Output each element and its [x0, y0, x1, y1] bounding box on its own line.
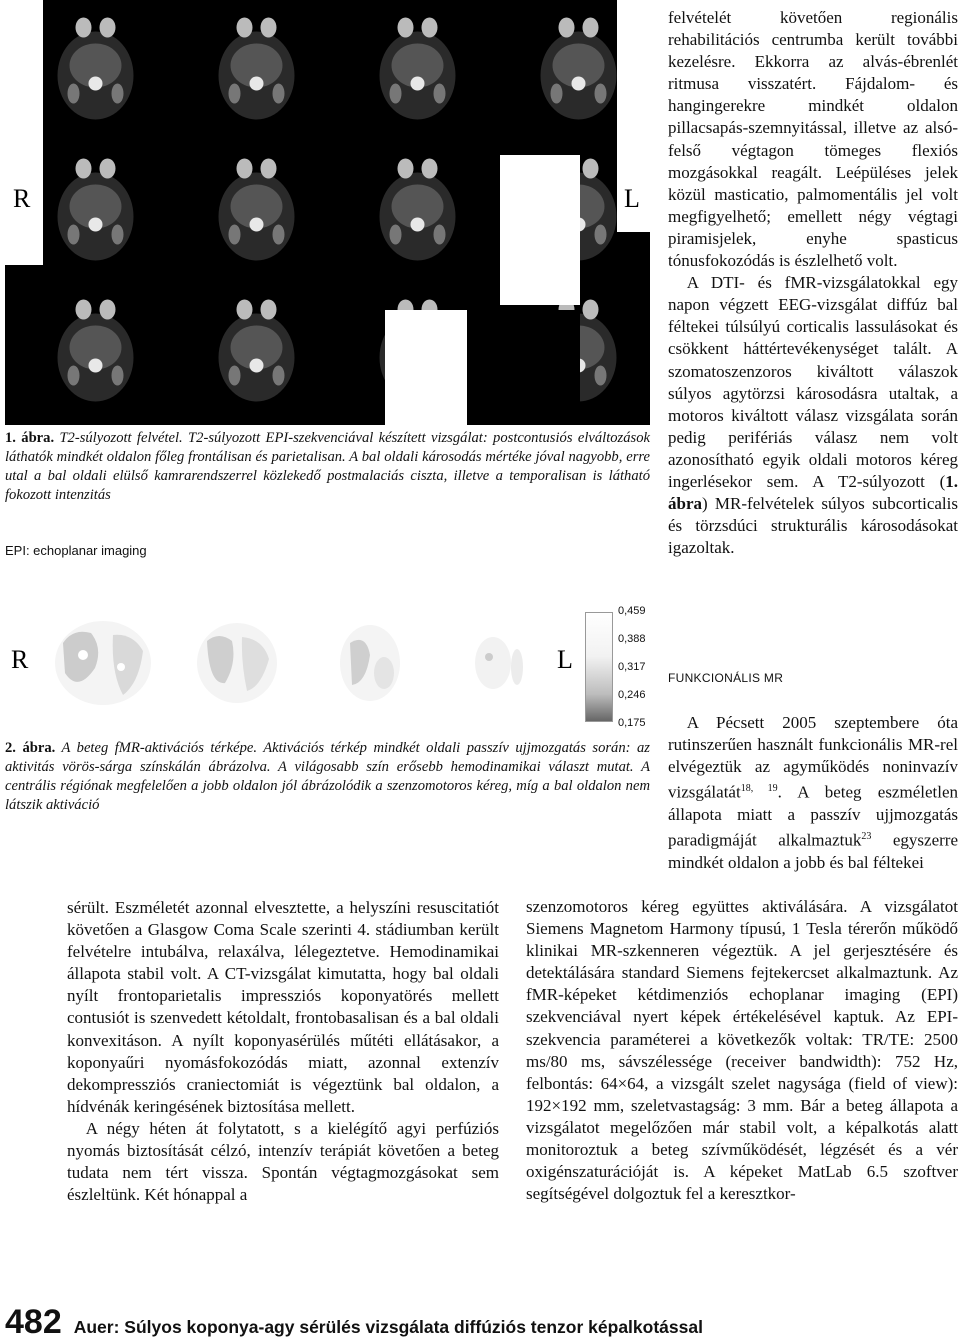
mri-slice-12-structure [583, 300, 599, 320]
mri-slice-9-structure [112, 366, 124, 386]
mri-slice-1-structure [89, 77, 103, 91]
right-paragraph-3 [668, 712, 958, 874]
mri-slice-1-structure [112, 84, 124, 104]
right-paragraph-2-text: A DTI- és fMR-vizsgálatokkal egy napon végzett EEG-vizsgálat diffúz bal féltekei túlsúlyú corticalis lassulásokat és csökkent háttértevékenységet talált. A szomatoszenzoros kiváltott válaszok súlyos agytörzsi károsodásra utaltak, a motoros kiváltott válasz vizsgálata során pedig perifériás válasz nem volt azonosítható egyik oldali motoros kéreg ingerlésekor sem. A T2-súlyozott ( [668, 273, 958, 491]
mri-slice-2-structure [250, 77, 264, 91]
figure-1-right-marker: L [624, 184, 640, 213]
mri-slice-7 [327, 141, 488, 282]
figure-1-image [5, 0, 650, 425]
mri-slice-6-structure [261, 159, 277, 179]
left-body-column [67, 897, 499, 1206]
mri-slice-1-structure [100, 18, 116, 38]
page-footer [5, 1303, 703, 1342]
figure-2-left-marker: R [11, 645, 29, 674]
figure-2-right-marker: L [557, 645, 573, 674]
slice-3 [340, 625, 400, 701]
black-fill [500, 310, 580, 425]
mri-slice-5-structure [100, 159, 116, 179]
mri-slice-4-structure [559, 18, 575, 38]
mri-slice-10-structure [261, 300, 277, 320]
mri-slice-2-structure [261, 18, 277, 38]
figure-1-caption-text: T2-súlyozott EPI-szekvenciával készített vizsgálat: postcontusiós elváltozások láthatók mindkét oldalon főleg frontálisan és parietalisan. A bal oldali károsodás mértéke jóval nagyobb, erre utal a bal oldali elülső kamrarendszerrel közlekedő postmalaciás ciszta, illetve a temporalisan is látható fokozott intenzitás [5, 430, 650, 503]
abbreviation-note: EPI: echoplanar imaging [5, 543, 147, 558]
colorbar-tick-1: 0,459 [618, 605, 646, 617]
figure-2-caption [5, 739, 650, 815]
right-body-column-top [668, 7, 958, 559]
figure-2-image [5, 603, 605, 723]
mri-slice-3 [327, 0, 488, 141]
running-title: Auer: Súlyos koponya-agy sérülés vizsgálata diffúziós tenzor képalkotással [73, 1317, 703, 1337]
mri-slice-2 [166, 0, 327, 141]
mri-slice-6-structure [273, 225, 285, 245]
figure-1-caption-label: 1. ábra. [5, 430, 55, 446]
mask-bottom-mid [385, 310, 467, 425]
mri-slice-2-structure [237, 18, 253, 38]
right-paragraph-3-c: egyszerre mindkét oldalon a jobb és bal féltekei [668, 830, 958, 872]
mri-slice-4-structure [583, 18, 599, 38]
activation-slices [5, 603, 605, 723]
right-paragraph-1: felvételét követően regionális rehabilitációs centrumba került további kezelésre. Ekkorra az alvás-ébrenlét ritmusa visszatért. Fájdalom- és hangingerekre mindkét oldalon pillacsapás-szemnyitással, illetve az alsó-felső végtagon tömeges flexiós mozgásokkal reagált. Leépüléses jelek közül masticatio, palmomentális jel volt megfigyelhető; emellett négy végtagi piramisjelek, enyhe spasticus tónusfokozódás is észlelhető volt. [668, 8, 958, 271]
mri-slice-3-structure [434, 84, 446, 104]
colorbar-tick-4: 0,246 [618, 689, 646, 701]
mri-slice-7-structure [411, 218, 425, 232]
mri-slice-9-structure [89, 359, 103, 373]
mri-slice-5-structure [68, 225, 80, 245]
mri-slice-10-structure [237, 300, 253, 320]
mri-slice-8-structure [595, 225, 607, 245]
mri-slice-3-structure [398, 18, 414, 38]
mri-slice-9 [5, 282, 166, 423]
mri-slice-10-structure [250, 359, 264, 373]
mri-slice-6 [166, 141, 327, 282]
mri-slice-10-structure [273, 366, 285, 386]
colorbar-tick-3: 0,317 [618, 661, 646, 673]
right-paragraph-3-continuation: szenzomotoros kéreg együttes aktiválására. A vizsgálatot Siemens Magnetom Harmony típusú, 1 Tesla térerőn működő klinikai MR-szkenneren végeztük. A jel gerjesztésére és detektálására standard Siemens fejtekercset alkalmaztunk. Az fMR-képeket kétdimenziós echoplanar imaging (EPI) szekvenciával nyert képek értékelésével kaptuk. Az EPI-szekvencia paraméterei a következők voltak: TR/TE: 2500 ms/80 ms, sávszélessége (receiver bandwidth): 752 Hz, felbontás: 64×64, a vizsgált szelet nagysága (field of view): 192×192 mm, szeletvastagság: 3 mm. Bár a beteg állapota a vizsgálatot megelőzően már stabil volt, a képalkotás alatt monitoroztuk a beteg szívműködését, légzését és a vér oxigénszaturációját is. A képeket MatLab 6.5 szoftver segítségével dolgoztuk fel a keresztkor- [526, 897, 958, 1204]
mri-slice-2-structure [229, 84, 241, 104]
mask-top-left [5, 0, 43, 155]
mri-slice-4-structure [595, 84, 607, 104]
mri-slice-1-structure [76, 18, 92, 38]
citation-18-19: 18, 19 [740, 783, 778, 795]
mri-slice-3-structure [390, 84, 402, 104]
mri-slice-9-structure [100, 300, 116, 320]
figure-1-caption [5, 429, 650, 505]
mri-slice-1-structure [68, 84, 80, 104]
figure-2-caption-title: A beteg fMR-aktivációs térképe. [61, 740, 257, 756]
mri-slice-4-structure [572, 77, 586, 91]
figure-2-caption-label: 2. ábra. [5, 740, 56, 756]
mri-slice-7-structure [390, 225, 402, 245]
slice-2 [197, 623, 277, 703]
mri-slice-7-structure [422, 159, 438, 179]
mask-mid-right [500, 155, 580, 305]
mri-slice-9-structure [76, 300, 92, 320]
mri-slice-7-structure [434, 225, 446, 245]
mri-slice-5-structure [112, 225, 124, 245]
right-paragraph-3-a: A Pécsett 2005 szeptembere óta rutinszerűen használt funkcionális MR-rel elvégeztük az agyműködés noninvazív vizsgálatát [668, 713, 958, 802]
mri-slice-6-structure [237, 159, 253, 179]
mri-slice-10-structure [229, 366, 241, 386]
right-paragraph-2-end: ) MR-felvételek súlyos subcorticalis és törzsdúci strukturális károsodásokat igazoltak. [668, 494, 958, 558]
slice-4 [475, 637, 523, 689]
mri-slice-2-structure [273, 84, 285, 104]
mri-slice-6-structure [250, 218, 264, 232]
mri-slice-4-structure [551, 84, 563, 104]
mri-slice-7-structure [398, 159, 414, 179]
figure-2-caption-text: Aktivációs térkép mindkét oldali passzív ujjmozgatás során: az aktivitás vörös-sárga színskálán ábrázolva. A világosabb szín erősebb hemodinamikai választ mutat. A centrális régiónak megfelelően a jobb oldalon jól ábrázolódik a szenzomotoros kéreg, míg a bal oldalon nem látszik aktiváció [5, 740, 650, 813]
page-number: 482 [5, 1303, 62, 1341]
mri-slice-12-structure [595, 366, 607, 386]
slice-1 [55, 621, 151, 705]
figure-1-caption-title: T2-súlyozott felvétel. [59, 430, 183, 446]
right-paragraph-3-b: . A beteg eszméletlen állapota miatt a passzív ujjmozgatás paradigmáját alkalmaztuk [668, 782, 959, 850]
right-paragraph-2 [668, 272, 958, 559]
citation-23: 23 [861, 831, 872, 843]
section-heading: FUNKCIONÁLIS MR [668, 671, 784, 685]
mri-slice-8-structure [583, 159, 599, 179]
colorbar-tick-2: 0,388 [618, 633, 646, 645]
left-paragraph-2: A négy héten át folytatott, s a kielégítő agyi perfúziós nyomás biztosítását célzó, intenzív terápiát követően a beteg tudata nem tért vissza. Spontán végtagmozgásokat sem észleltünk. Két hónappal a [67, 1118, 499, 1205]
left-paragraph-1: sérült. Eszméletét azonnal elvesztette, a helyszíni resuscitatiót követően a Glasgow Coma Scale szerinti 4. stádiumban került felvételre intubálva, relaxálva, lélegeztetve. Hemodinamikai állapota stabil volt. A CT-vizsgálat kimutatta, hogy bal oldali nyílt frontoparietalis impressziós koponyatörés mellett contusiót is szenvedett kétoldalt, frontobasalisan és a bal oldali konvexitáson. A nyílt koponyasérülés műtéti ellátásakor, a koponyaűri nyomásfokozódás miatt, azonnal extenzív dekompressziós craniectomiát is végeztünk bal oldalon, a hídvénák keringésének biztosítása mellett. [67, 898, 499, 1116]
mri-slice-5-structure [89, 218, 103, 232]
colorbar-tick-5: 0,175 [618, 717, 646, 729]
figure-1-left-marker: R [13, 184, 31, 213]
mri-slice-3-structure [411, 77, 425, 91]
figure-1-reference: 1. ábra [668, 471, 958, 514]
mri-slice-9-structure [68, 366, 80, 386]
mri-slice-10 [166, 282, 327, 423]
mri-slice-5-structure [76, 159, 92, 179]
mri-slice-3-structure [422, 18, 438, 38]
colorbar [585, 612, 613, 722]
mri-slice-6-structure [229, 225, 241, 245]
